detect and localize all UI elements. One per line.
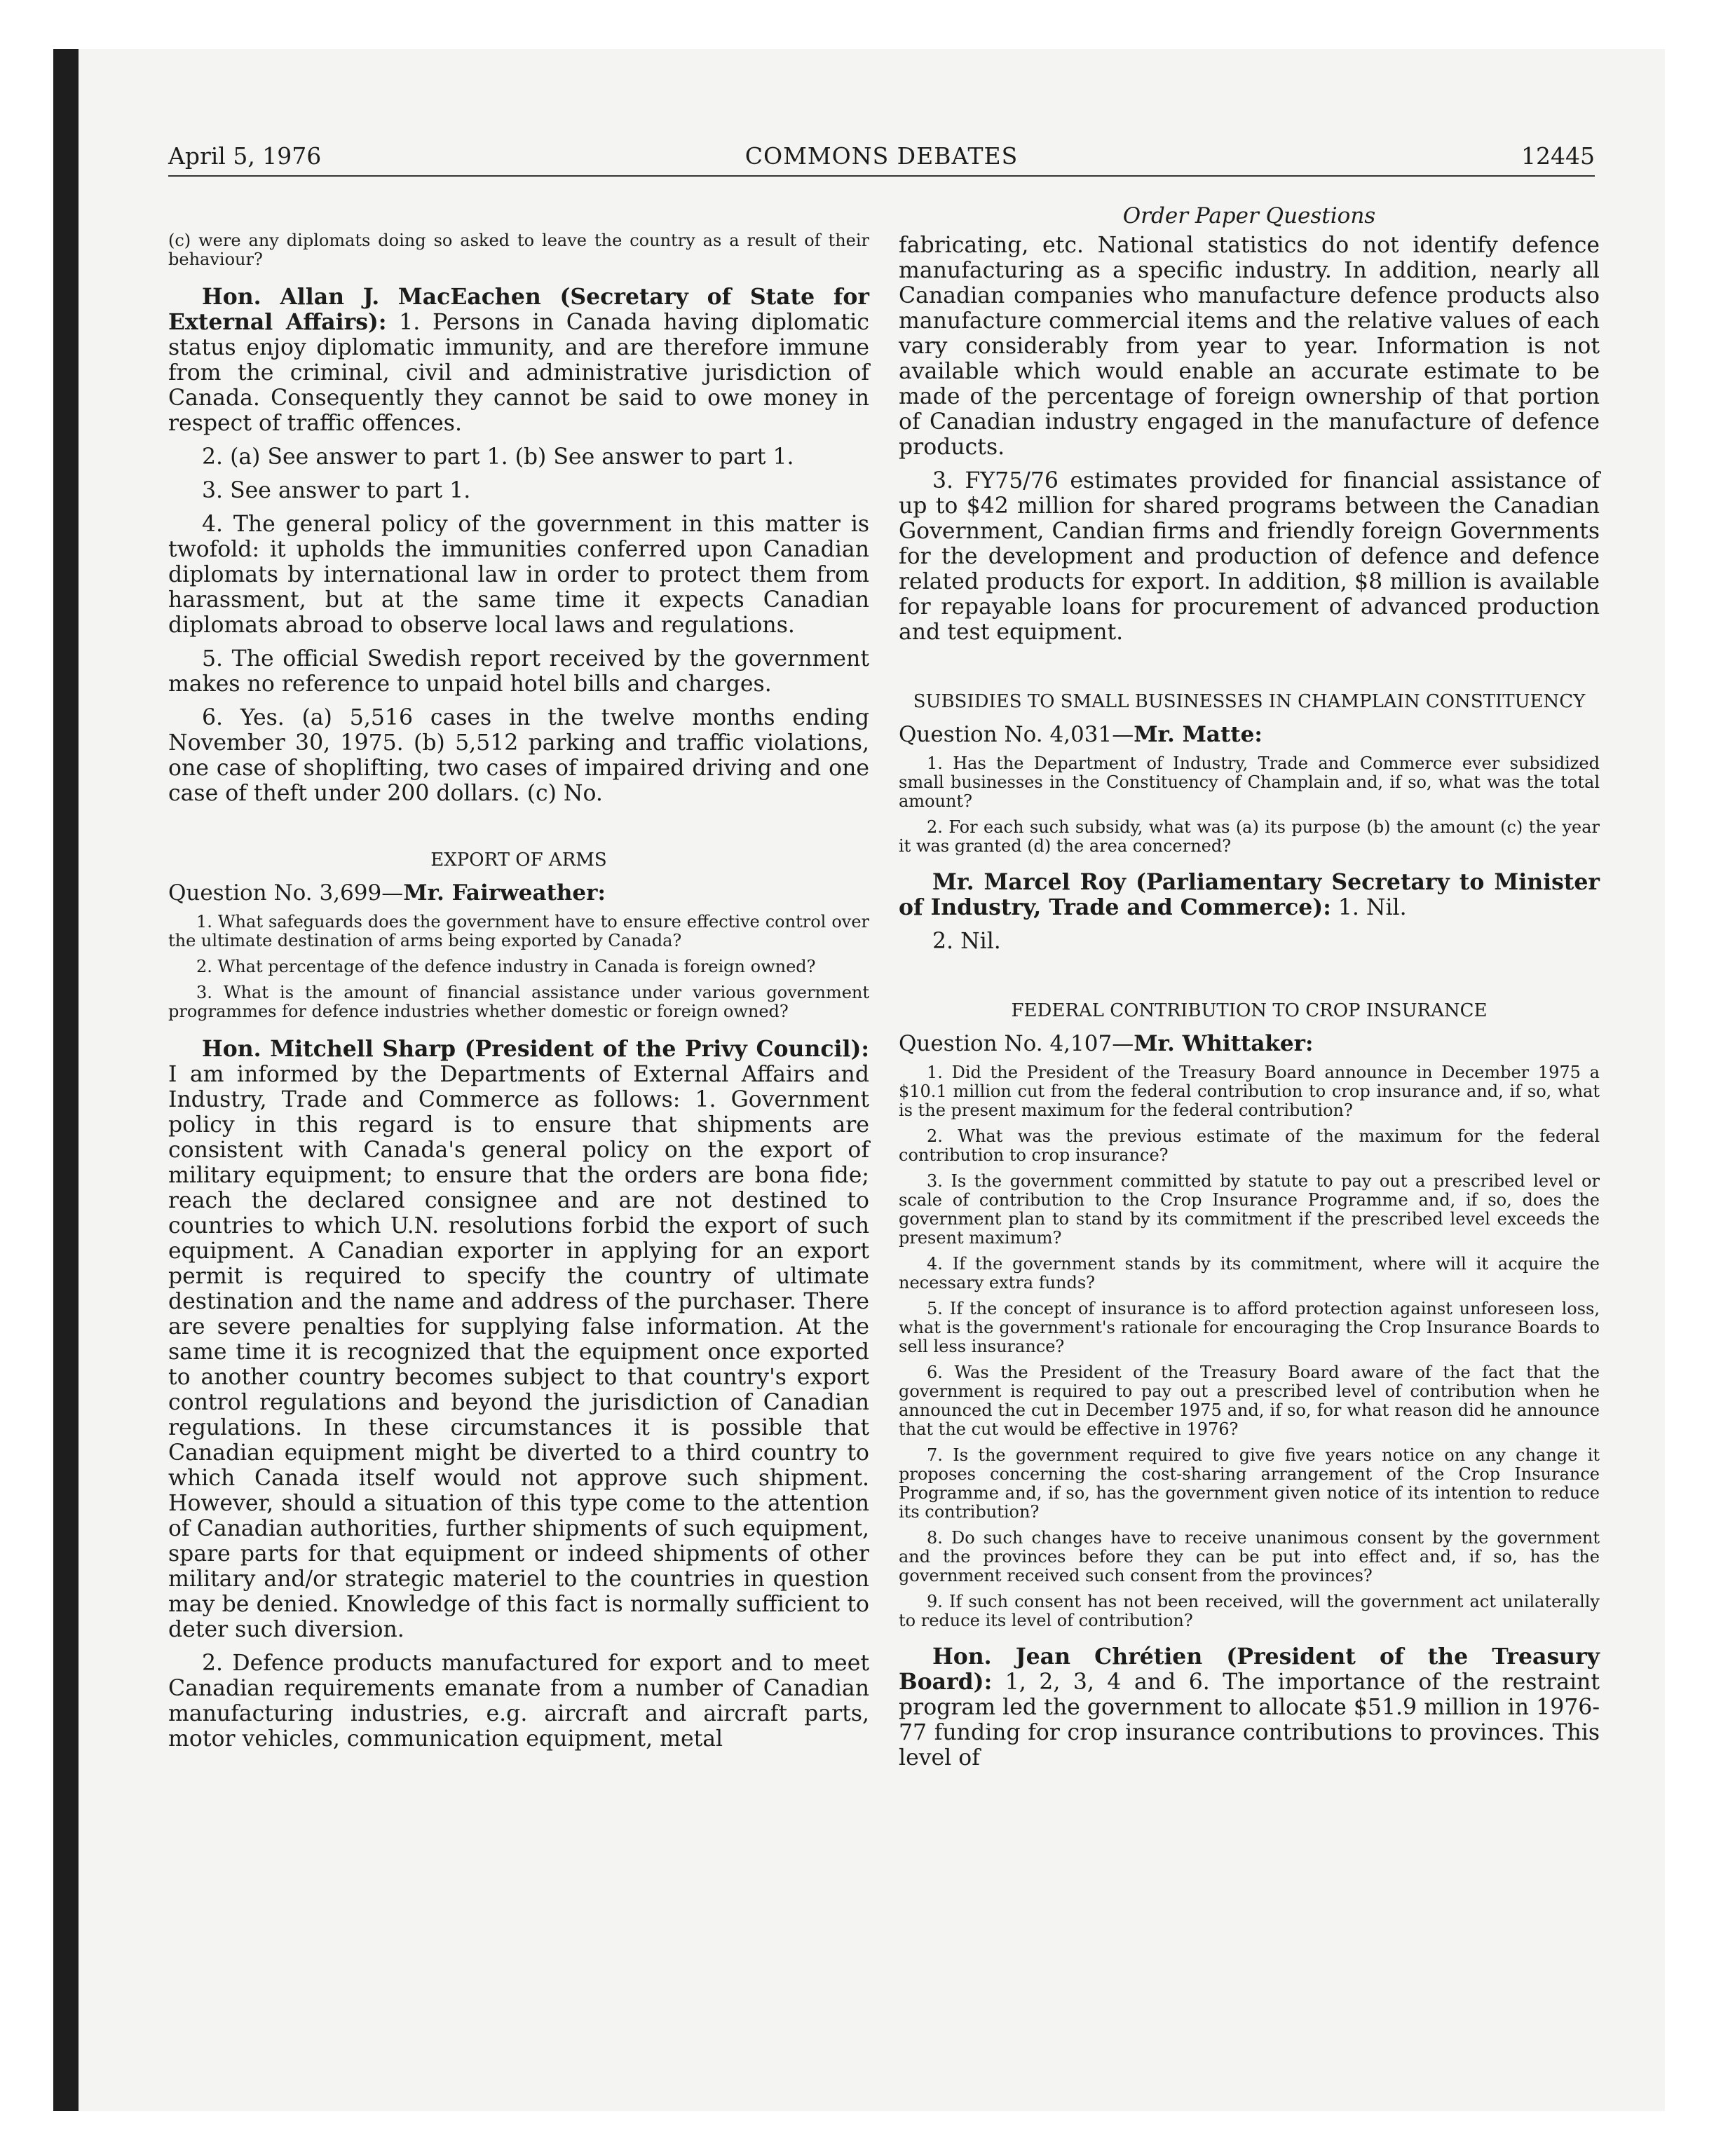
member-name: Mr. Fairweather: [403,880,606,906]
answer-paragraph: 5. The official Swedish report received by the government makes no reference to unpaid hotel bills and charges. [168,646,869,697]
answer-paragraph [168,285,869,436]
member-name: Mr. Whittaker: [1134,1031,1314,1056]
question-text: 9. If such consent has not been received, will the government act unilaterally to reduce its level of contribution? [899,1592,1600,1630]
question-text: 5. If the concept of insurance is to afford protection against unforeseen loss, what is the government's rationale for encouraging the Crop Insurance Boards to sell less insurance? [899,1299,1600,1356]
question-text: 3. Is the government committed by statute to pay out a prescribed level or scale of contribution to the Crop Insurance Programme and, if so, does the government plan to stand by its commitment if the prescribed level exceeds the present maximum? [899,1171,1600,1248]
header-title: COMMONS DEBATES [744,142,1019,170]
speaker-name: Hon. Mitchell Sharp (President of the Privy Council): [202,1036,869,1062]
question-number-text: Question No. 4,107— [899,1031,1134,1056]
answer-paragraph: 6. Yes. (a) 5,516 cases in the twelve months ending November 30, 1975. (b) 5,512 parking and traffic violations, one case of shoplifting, two cases of impaired driving and one case of theft under 200 dollars. (c) No. [168,705,869,806]
question-number-text: Question No. 3,699— [168,880,404,906]
question-number [168,880,869,906]
right-column [899,203,1600,1779]
answer-paragraph [899,1644,1600,1770]
answer-paragraph: 2. (a) See answer to part 1. (b) See answer to part 1. [202,444,794,470]
question-text: 1. What safeguards does the government have to ensure effective control over the ultimate destination of arms being exported by Canada? [168,912,869,950]
answer-paragraph [899,870,1600,920]
question-text: 8. Do such changes have to receive unanimous consent by the government and the provinces before they can be put into effect and, if so, has the government received such consent from the provinces? [899,1528,1600,1585]
question-text: 3. What is the amount of financial assistance under various government programmes for defence industries whether domestic or foreign owned? [168,983,869,1021]
answer-paragraph: 2. Defence products manufactured for export and to meet Canadian requirements emanate from a number of Canadian manufacturing industries, e.g. aircraft and aircraft parts, motor vehicles, communication equipment, metal [168,1651,869,1752]
member-name: Mr. Matte: [1134,722,1263,747]
question-text: 2. What was the previous estimate of the maximum for the federal contribution to crop insurance? [899,1126,1600,1165]
question-text: (c) were any diplomats doing so asked to leave the country as a result of their behaviour? [168,231,869,269]
question-text: 1. Has the Department of Industry, Trade and Commerce ever subsidized small businesses in the Constituency of Champlain and, if so, what was the total amount? [899,753,1600,811]
answer-paragraph: 3. See answer to part 1. [202,478,471,503]
answer-text: 1, 2, 3, 4 and 6. The importance of the restraint program led the government to allocate $51.9 million in 1976-77 funding for crop insurance contributions to provinces. This level of [899,1670,1600,1770]
question-text: 2. What percentage of the defence industry in Canada is foreign owned? [196,957,816,976]
answer-text: 1. Nil. [1331,895,1407,920]
speaker-name: Hon. Jean Chrétien (President of the Treasury Board): [899,1644,1600,1695]
left-column [168,203,869,1760]
question-number [899,1031,1600,1056]
answer-text: I am informed by the Departments of External Affairs and Industry, Trade and Commerce as follows: 1. Government policy in this regard is to ensure that shipments are consistent with Canada's general policy on the export of military equipment; to ensure that the orders are bona fide; reach the declared consignee and are not destined to countries to which U.N. resolutions forbid the export of such equipment. A Canadian exporter in applying for an export permit is required to specify the country of ultimate destination and the name and address of the purchaser. There are severe penalties for supplying false information. At the same time it is recognized that the equipment once exported to another country becomes subject to that country's export control regulations and beyond the jurisdiction of Canadian regulations. In these circumstances it is possible that Canadian equipment might be diverted to a third country to which Canada itself would not approve such shipment. However, should a situation of this type come to the attention of Canadian authorities, further shipments of such equipment, spare parts for that equipment or indeed shipments of other military and/or strategic materiel to the countries in question may be denied. Knowledge of this fact is normally sufficient to deter such diversion. [168,1062,869,1642]
question-number [899,722,1600,747]
answer-paragraph: 2. Nil. [932,929,1001,954]
column-heading: Order Paper Questions [1122,203,1376,228]
question-text: 1. Did the President of the Treasury Board announce in December 1975 a $10.1 million cut from the federal contribution to crop insurance and, if so, what is the present maximum for the federal contribution? [899,1063,1600,1120]
page-header [168,137,1595,177]
answer-text: 1. Persons in Canada having diplomatic status enjoy diplomatic immunity, and are therefore immune from the criminal, civil and administrative jurisdiction of Canada. Consequently they cannot be said to owe money in respect of traffic offences. [168,310,869,436]
question-text: 7. Is the government required to give five years notice on any change it proposes concerning the cost-sharing arrangement of the Crop Insurance Programme and, if so, has the government given notice of its intention to reduce its contribution? [899,1445,1600,1522]
header-page-number: 12445 [1521,142,1595,170]
section-title: FEDERAL CONTRIBUTION TO CROP INSURANCE [1011,1000,1488,1021]
section-title: SUBSIDIES TO SMALL BUSINESSES IN CHAMPLAIN CONSTITUENCY [913,691,1586,712]
question-text: 2. For each such subsidy, what was (a) its purpose (b) the amount (c) the year it was granted (d) the area concerned? [899,817,1600,856]
answer-paragraph [168,1037,869,1642]
answer-paragraph: fabricating, etc. National statistics do not identify defence manufacturing as a specific industry. In addition, nearly all Canadian companies who manufacture defence products also manufacture commercial items and the relative values of each vary considerably from year to year. Information is not available which would enable an accurate estimate to be made of the percentage of foreign ownership of that portion of Canadian industry engaged in the manufacture of defence products. [899,233,1600,460]
header-date: April 5, 1976 [168,142,322,170]
speaker-name: Hon. Allan J. MacEachen (Secretary of State for External Affairs): [168,284,869,335]
answer-paragraph: 4. The general policy of the government in this matter is twofold: it upholds the immunities conferred upon Canadian diplomats by international law in order to protect them from harassment, but at the same time it expects Canadian diplomats abroad to observe local laws and regulations. [168,512,869,638]
answer-paragraph: 3. FY75/76 estimates provided for financial assistance of up to $42 million for shared programs between the Canadian Government, Candian firms and friendly foreign Governments for the development and production of defence and defence related products for export. In addition, $8 million is available for repayable loans for procurement of advanced production and test equipment. [899,468,1600,645]
question-number-text: Question No. 4,031— [899,722,1134,747]
question-text: 6. Was the President of the Treasury Board aware of the fact that the government is required to pay out a prescribed level of contribution when he announced the cut in December 1975 and, if so, for what reason did he announce that the cut would be effective in 1976? [899,1363,1600,1439]
question-text: 4. If the government stands by its commitment, where will it acquire the necessary extra funds? [899,1254,1600,1292]
section-title: EXPORT OF ARMS [430,850,607,871]
speaker-name: Mr. Marcel Roy (Parliamentary Secretary to Minister of Industry, Trade and Commerce): [899,869,1600,920]
